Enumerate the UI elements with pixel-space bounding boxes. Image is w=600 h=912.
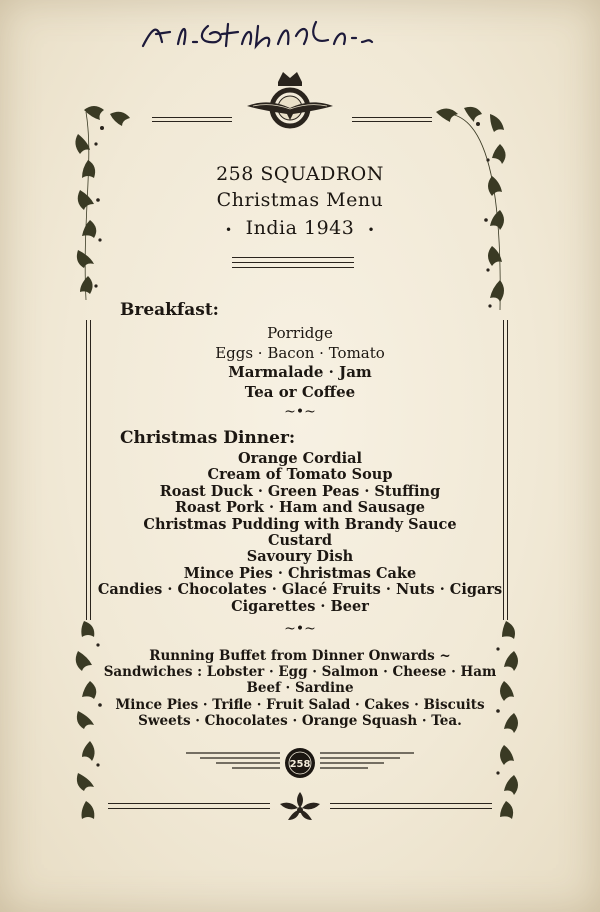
holly-ornament-icon: [270, 788, 330, 828]
top-rule-left-2: [152, 121, 232, 122]
christmas-dinner-heading: Christmas Dinner:: [120, 428, 296, 448]
winged-badge-icon: [180, 745, 420, 781]
list-item: Orange Cordial: [237, 450, 363, 467]
bottom-rule-right-2: [330, 808, 492, 809]
top-rule-right-2: [352, 121, 432, 122]
list-item: Cigarettes · Beer: [231, 597, 369, 615]
list-item: Savoury Dish: [246, 548, 354, 566]
buffet-list: [0, 648, 600, 729]
dot-right: •: [367, 223, 376, 237]
handwritten-signature: [138, 14, 388, 54]
top-rule-left: [152, 117, 232, 118]
bottom-rule-right: [330, 803, 492, 804]
list-item: Roast Duck · Green Peas · Stuffing: [159, 482, 441, 500]
list-item: Roast Pork · Ham and Sausage: [175, 499, 425, 517]
list-item: Mince Pies · Trifle · Fruit Salad · Cakes · Biscuits: [115, 696, 485, 713]
dot-left: •: [224, 223, 233, 237]
list-item: Candies · Chocolates · Glacé Fruits · Nuts · Cigars: [97, 581, 503, 599]
divider-flourish-1: ~•~: [284, 404, 316, 420]
dinner-list: [0, 451, 600, 615]
list-item: Sweets · Chocolates · Orange Squash · Tea.: [138, 712, 462, 729]
list-item: Beef · Sardine: [246, 680, 354, 697]
list-item: Cream of Tomato Soup: [207, 466, 393, 484]
squadron-title: 258 SQUADRON: [216, 163, 384, 185]
raf-crest-icon: [243, 68, 337, 140]
badge-number: 258: [289, 759, 311, 770]
list-item: Marmalade · Jam: [228, 363, 372, 381]
divider-flourish-2: ~•~: [284, 621, 316, 637]
list-item: Custard: [267, 532, 333, 550]
list-item: Christmas Pudding with Brandy Sauce: [143, 515, 457, 533]
list-item: Tea or Coffee: [244, 382, 356, 401]
breakfast-list: [0, 324, 600, 402]
list-item: Mince Pies · Christmas Cake: [183, 564, 417, 582]
list-item: Sandwiches : Lobster · Egg · Salmon · Cheese · Ham: [103, 664, 497, 681]
bottom-rule-left: [108, 803, 270, 804]
list-item: Eggs · Bacon · Tomato: [215, 343, 385, 362]
title-rule-2: [232, 262, 354, 263]
title-rule-1: [232, 257, 354, 258]
place-year-text: India 1943: [245, 217, 355, 239]
breakfast-heading: Breakfast:: [120, 300, 219, 320]
top-rule-right: [352, 117, 432, 118]
list-item: Running Buffet from Dinner Onwards ~: [149, 648, 451, 664]
list-item: Porridge: [267, 324, 333, 342]
title-rule-3: [232, 267, 354, 268]
bottom-rule-left-2: [108, 808, 270, 809]
menu-title: Christmas Menu: [216, 189, 384, 211]
place-year: [0, 216, 600, 242]
